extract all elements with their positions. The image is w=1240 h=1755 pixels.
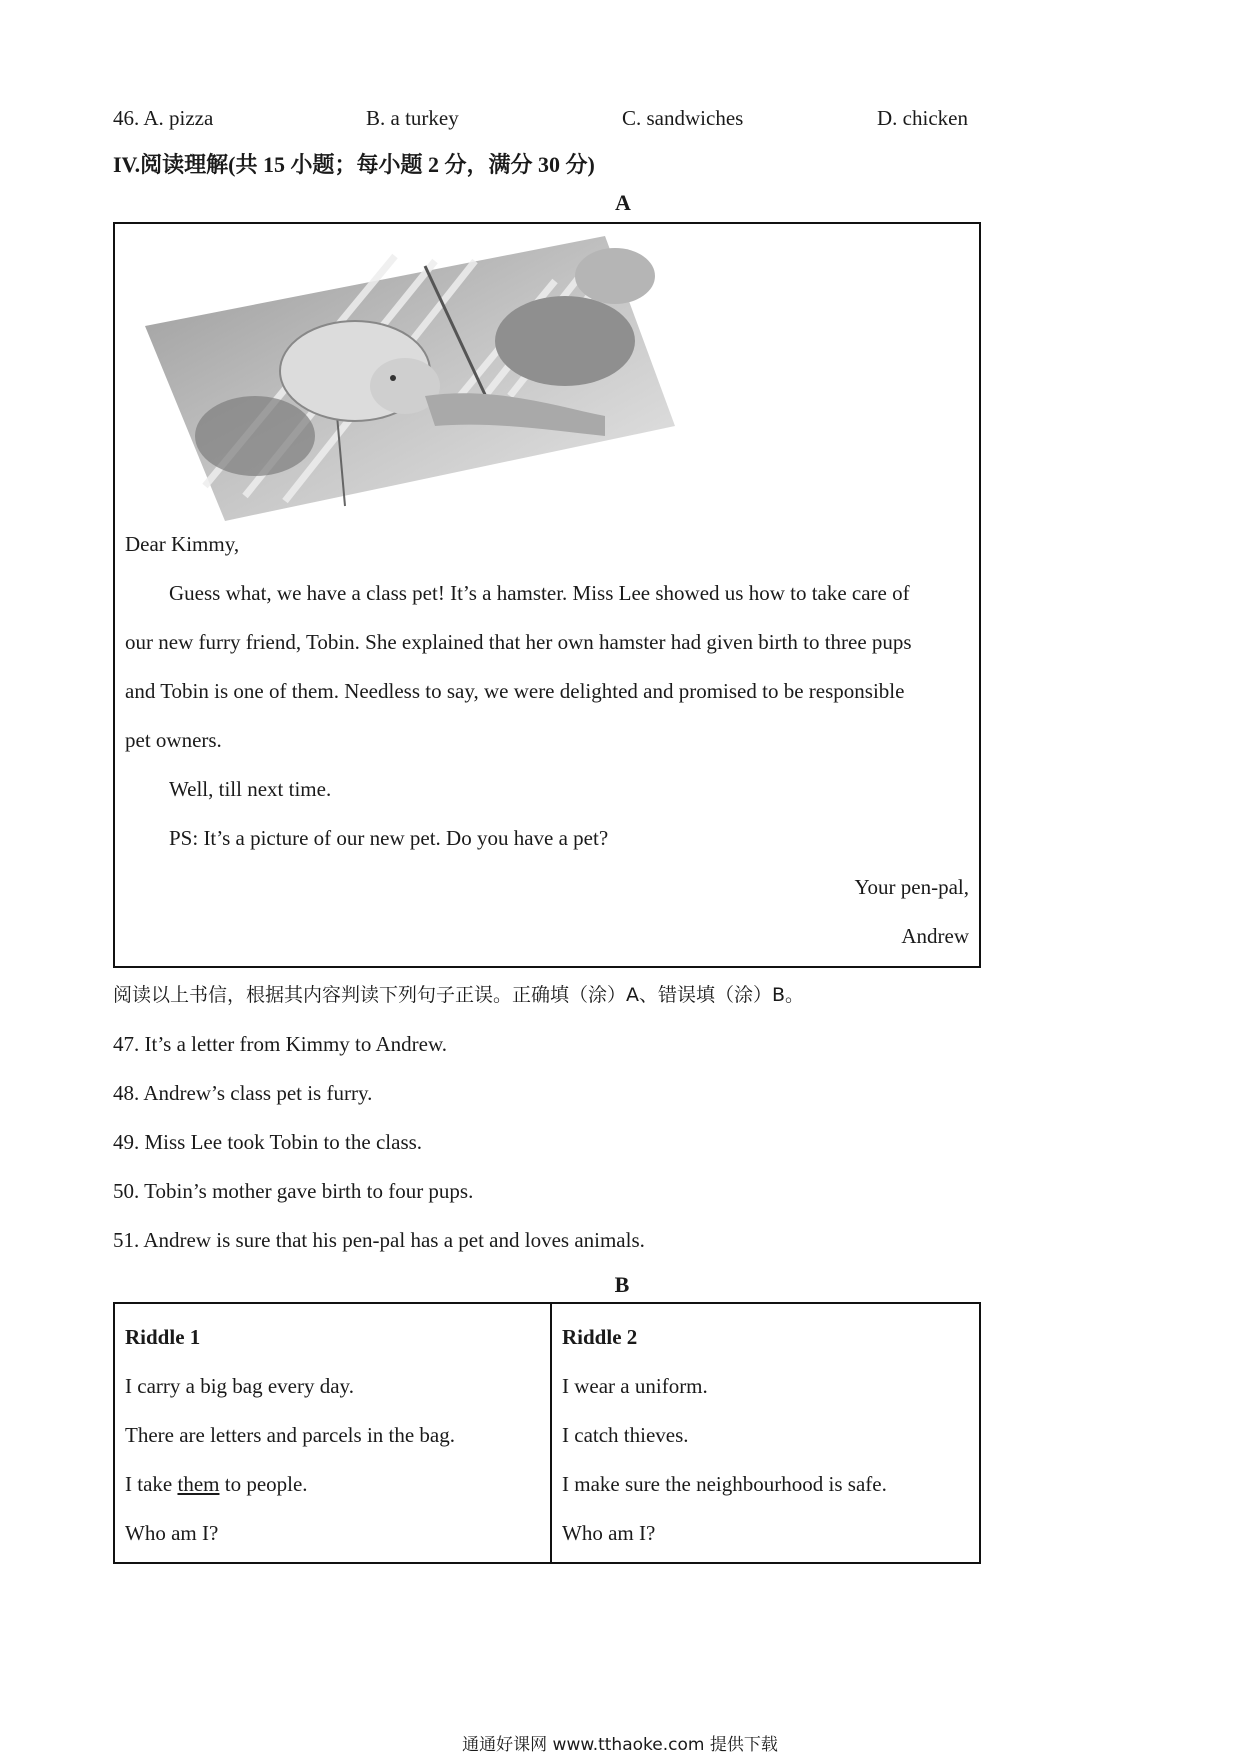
section-title: IV.阅读理解(共 15 小题；每小题 2 分，满分 30 分) [113, 152, 595, 177]
riddle-1-line-3-pre: I take [125, 1472, 178, 1496]
hamster-photo [135, 236, 675, 521]
letter-signoff: Your pen-pal, [854, 875, 969, 899]
passage-a-label: A [615, 190, 631, 215]
riddle-2-title: Riddle 2 [562, 1325, 638, 1349]
letter-signature: Andrew [901, 924, 969, 948]
letter-body-line-1: Guess what, we have a class pet! It’s a hamster. Miss Lee showed us how to take care of [169, 581, 910, 605]
letter-closing-line: Well, till next time. [169, 777, 332, 801]
letter-body-line-2: our new furry friend, Tobin. She explained that her own hamster had given birth to three pups [125, 630, 912, 654]
letter-ps: PS: It’s a picture of our new pet. Do you have a pet? [169, 826, 609, 850]
riddle-1-line-3-post: to people. [219, 1472, 308, 1496]
footer-source: 通通好课网 www.tthaoke.com 提供下载 [462, 1735, 778, 1755]
riddle-table-divider [550, 1304, 552, 1562]
riddle-2-line-4: Who am I? [562, 1521, 656, 1545]
salutation: Dear Kimmy, [125, 532, 240, 556]
letter-body-line-4: pet owners. [125, 728, 222, 752]
q46-option-a: 46. A. pizza [113, 106, 214, 130]
question-48: 48. Andrew’s class pet is furry. [113, 1081, 373, 1105]
q46-option-d: D. chicken [877, 106, 968, 130]
q46-option-c: C. sandwiches [622, 106, 744, 130]
riddle-1-underlined-word: them [177, 1472, 220, 1496]
question-49: 49. Miss Lee took Tobin to the class. [113, 1130, 423, 1154]
question-51: 51. Andrew is sure that his pen-pal has a pet and loves animals. [113, 1228, 645, 1252]
instructions: 阅读以上书信，根据其内容判读下列句子正误。正确填（涂）A、错误填（涂）B。 [113, 984, 805, 1006]
passage-b-label: B [614, 1272, 630, 1297]
letter-body-line-3: and Tobin is one of them. Needless to say, we were delighted and promised to be responsible [125, 679, 905, 703]
riddle-2-line-2: I catch thieves. [562, 1423, 689, 1447]
riddle-2-line-3: I make sure the neighbourhood is safe. [562, 1472, 887, 1496]
riddle-1-line-3 [125, 1470, 308, 1498]
riddle-1-line-1: I carry a big bag every day. [125, 1374, 354, 1398]
question-47: 47. It’s a letter from Kimmy to Andrew. [113, 1032, 447, 1056]
riddle-1-title: Riddle 1 [125, 1325, 201, 1349]
q46-option-b: B. a turkey [366, 106, 459, 130]
riddle-1-line-4: Who am I? [125, 1521, 219, 1545]
riddle-1-line-2: There are letters and parcels in the bag. [125, 1423, 456, 1447]
question-50: 50. Tobin’s mother gave birth to four pups. [113, 1179, 474, 1203]
riddle-2-line-1: I wear a uniform. [562, 1374, 708, 1398]
